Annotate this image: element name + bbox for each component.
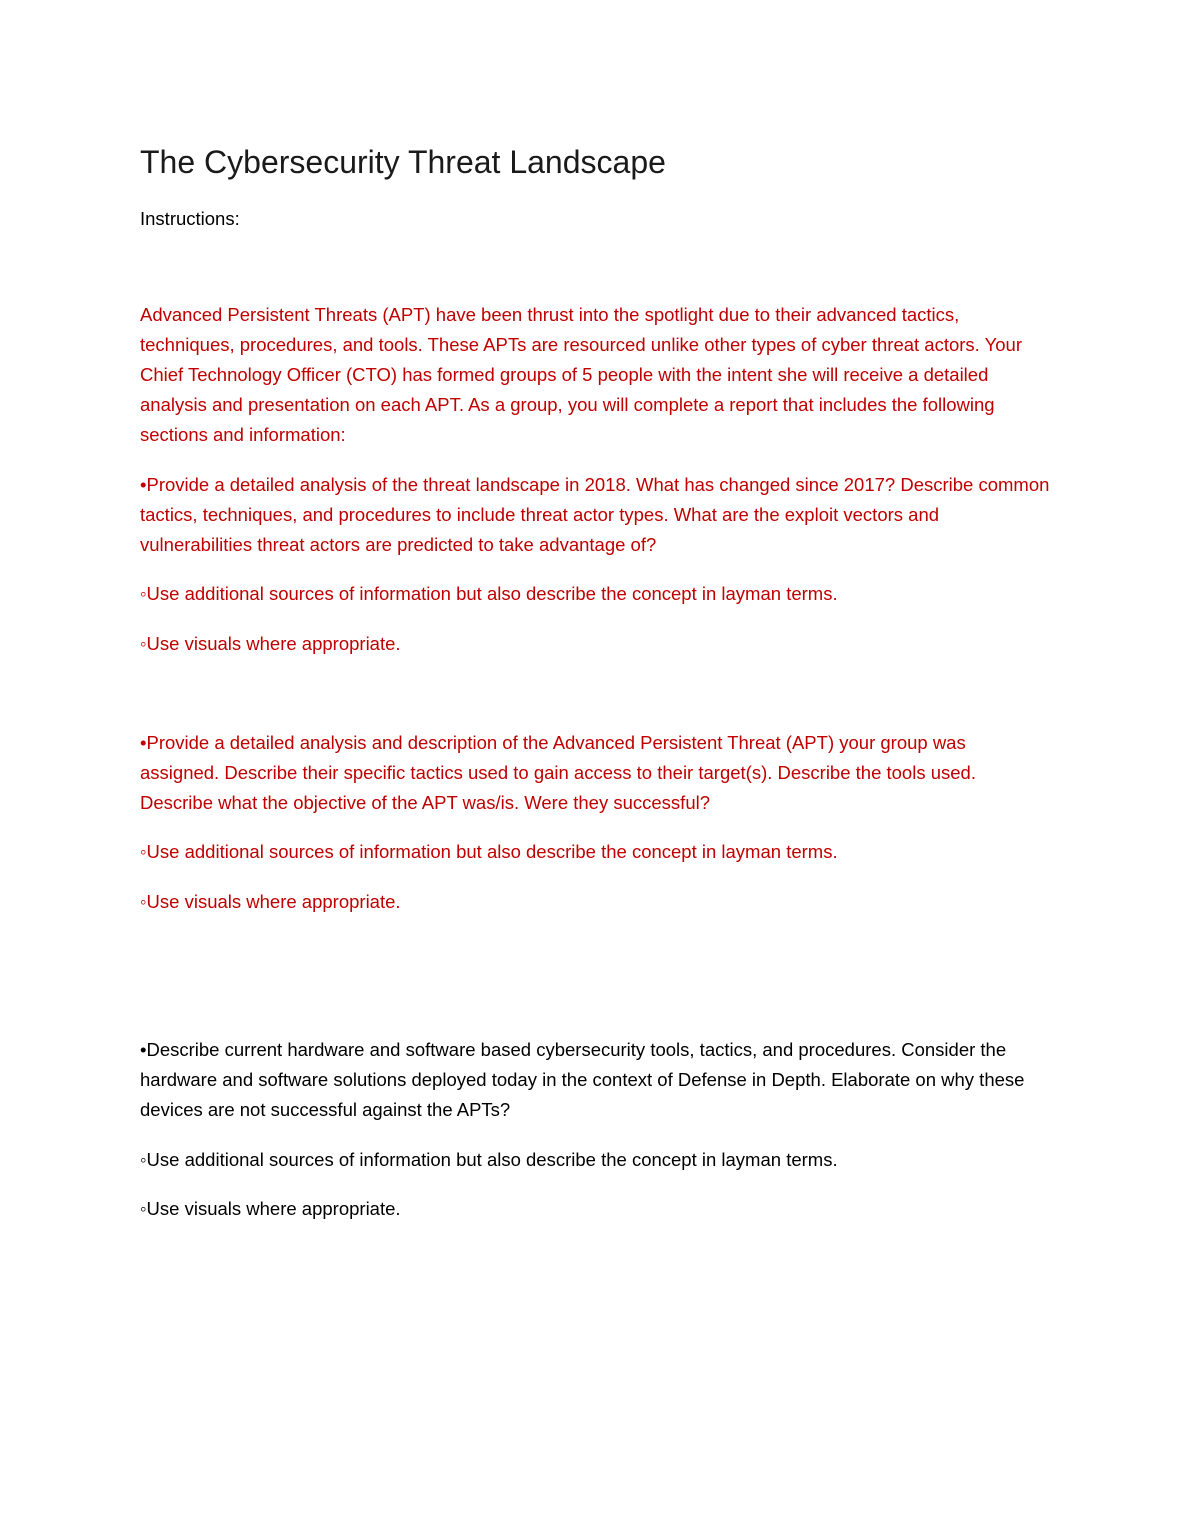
intro-paragraph: Advanced Persistent Threats (APT) have been thrust into the spotlight due to their advanced tactics, techniques, procedures, and tools. These APTs are resourced unlike other types of cyber threat actors. Your Chief Technology Officer (CTO) has formed groups of 5 people with the intent she will receive a detailed analysis and presentation on each APT. As a group, you will complete a report that includes the following sections and information: [140,304,1023,445]
document-body [140,140,1050,1224]
section1-sub-visuals: ◦Use visuals where appropriate. [140,633,401,654]
section2-sub-visuals: ◦Use visuals where appropriate. [140,891,401,912]
section1-sub-sources: ◦Use additional sources of information but also describe the concept in layman terms. [140,583,838,604]
instructions-label: Instructions: [140,208,240,229]
section3-bullet: •Describe current hardware and software based cybersecurity tools, tactics, and procedures. Consider the hardware and software solutions deployed today in the context of Defense in Depth. Elaborate on why these devices are not successful against the APTs? [140,1039,1025,1120]
section2-sub-sources: ◦Use additional sources of information but also describe the concept in layman terms. [140,841,838,862]
section3-sub-visuals: ◦Use visuals where appropriate. [140,1198,401,1219]
section2-bullet: •Provide a detailed analysis and description of the Advanced Persistent Threat (APT) your group was assigned. Describe their specific tactics used to gain access to their target(s). Describe the tools used. Describe what the objective of the APT was/is. Were they successful? [140,732,976,813]
section3-sub-sources: ◦Use additional sources of information but also describe the concept in layman terms. [140,1149,838,1170]
document-title: The Cybersecurity Threat Landscape [140,144,666,180]
section1-bullet: •Provide a detailed analysis of the threat landscape in 2018. What has changed since 2017? Describe common tactics, techniques, and procedures to include threat actor types. What are the exploit vectors and vulnerabilities threat actors are predicted to take advantage of? [140,474,1050,555]
